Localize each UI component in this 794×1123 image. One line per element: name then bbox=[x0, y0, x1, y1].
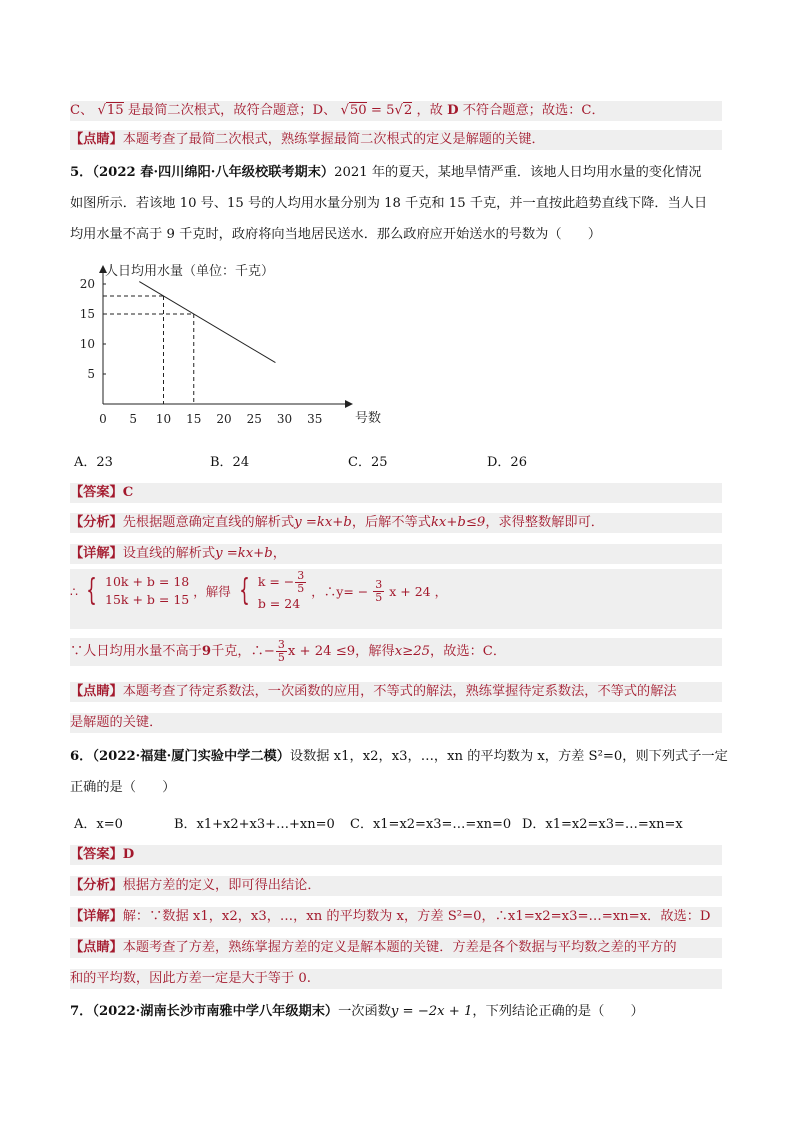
q6-line2: 正确的是（ ） bbox=[70, 780, 176, 795]
radicand: 50 bbox=[349, 103, 367, 118]
water-usage-chart bbox=[70, 263, 382, 433]
q5-analysis-line bbox=[70, 513, 722, 533]
numerator: 3 bbox=[297, 569, 305, 582]
chart-svg bbox=[70, 263, 382, 433]
text-segment: ，故选：C． bbox=[430, 644, 507, 659]
text-segment: ， bbox=[272, 546, 286, 561]
radicand: 15 bbox=[106, 103, 124, 118]
q5-option-d[interactable]: D．26 bbox=[487, 455, 527, 470]
text-segment: 不符合题意；故选：C． bbox=[462, 103, 605, 118]
numerator: 3 bbox=[277, 638, 285, 651]
x-tick-label: 35 bbox=[307, 412, 323, 426]
y-tick-label: 5 bbox=[87, 367, 95, 381]
q6-option-d[interactable]: D．x1=x2=x3=…=xn=x bbox=[522, 817, 683, 832]
question-number: 5． bbox=[70, 165, 93, 180]
solution-k: k = − bbox=[257, 574, 295, 589]
q5-line2: 如图所示．若该地 10 号、15 号的人均用水量分别为 18 千克和 15 千克，并一直按此趋势直线下降．当人日 bbox=[70, 196, 708, 211]
text-segment: 是最简二次根式，故符合题意；D、 bbox=[127, 103, 337, 118]
x-axis-title: 号数 bbox=[355, 411, 382, 426]
q5-comment-line1 bbox=[70, 682, 722, 702]
prev-solution-line bbox=[70, 101, 722, 121]
radicand: 2 bbox=[403, 103, 413, 118]
question-text: 2021 年的夏天，某地旱情严重．该地人日均用水量的变化情况 bbox=[334, 165, 702, 180]
x-tick-label: 20 bbox=[216, 412, 232, 426]
sqrt-50-expr: √50 = 5√2 bbox=[340, 103, 413, 118]
y-tick-label: 20 bbox=[79, 277, 95, 291]
q7-line1 bbox=[70, 1002, 722, 1022]
equation: y =kx+b bbox=[294, 515, 352, 530]
solution-b: b = 24 bbox=[257, 596, 301, 611]
equation: kx+b≤9 bbox=[430, 515, 486, 530]
q6-option-b[interactable]: B．x1+x2+x3+…+xn=0 bbox=[174, 817, 335, 832]
denominator: 5 bbox=[277, 651, 285, 664]
x-tick-label: 25 bbox=[246, 412, 262, 426]
analysis-text: 根据方差的定义，即可得出结论． bbox=[122, 878, 321, 893]
answer-tag: 【答案】 bbox=[70, 485, 123, 500]
x-tick-label: 15 bbox=[186, 412, 202, 426]
q5-detail-line bbox=[70, 544, 722, 564]
numerator: 3 bbox=[375, 577, 383, 591]
q6-analysis-line bbox=[70, 876, 722, 896]
question-number: 7． bbox=[70, 1004, 93, 1019]
q5-line1 bbox=[70, 163, 722, 183]
question-source: （2022 春·四川绵阳·八年级校联考期末） bbox=[92, 165, 335, 180]
equation: y =kx+b bbox=[215, 546, 273, 561]
question-source: （2022·湖南长沙市南雅中学八年级期末） bbox=[92, 1004, 339, 1019]
text-segment: 9 bbox=[201, 644, 212, 659]
text-segment: 千克，∴− bbox=[211, 644, 275, 659]
detail-text: 解：∵数据 x1，x2，x3，…，xn 的平均数为 x，方差 S²=0，∴x1=x2=x3=…=xn=x．故选：D bbox=[122, 909, 711, 924]
prev-comment-line bbox=[70, 130, 722, 150]
sqrt-15: √15 bbox=[97, 103, 124, 118]
text-segment: x + 24 ， bbox=[389, 584, 448, 599]
text-segment: ，下列结论正确的是（ ） bbox=[472, 1004, 644, 1019]
y-tick-label: 10 bbox=[79, 337, 95, 351]
q6-comment-line2: 和的平均数，因此方差一定是大于等于 0. bbox=[70, 969, 722, 989]
equation: x≥25 bbox=[394, 644, 431, 659]
left-brace: { bbox=[239, 573, 250, 608]
q6-option-a[interactable]: A．x=0 bbox=[74, 817, 123, 832]
comment-tag: 【点睛】 bbox=[70, 684, 123, 699]
denominator: 5 bbox=[297, 582, 305, 595]
answer-value: C bbox=[122, 485, 134, 500]
denominator: 5 bbox=[375, 590, 383, 604]
fraction bbox=[295, 570, 306, 595]
text-segment: ，后解不等式 bbox=[351, 515, 431, 530]
q6-line1 bbox=[70, 747, 728, 767]
comment-text: 本题考查了待定系数法，一次函数的应用，不等式的解法，熟练掌握待定系数法，不等式的解法 bbox=[122, 684, 677, 699]
question-source: （2022·福建·厦门实验中学二模） bbox=[92, 749, 290, 764]
text-segment: ，∴y= − bbox=[311, 584, 369, 599]
detail-tag: 【详解】 bbox=[70, 909, 123, 924]
system-row-1: 10k + b = 18 bbox=[105, 574, 190, 589]
x-tick-label: 0 bbox=[99, 412, 107, 426]
q5-option-a[interactable]: A．23 bbox=[74, 455, 113, 470]
x-tick-label: 10 bbox=[155, 412, 172, 426]
answer-value: D bbox=[122, 847, 135, 862]
comment-text: 本题考查了方差，熟练掌握方差的定义是解本题的关键．方差是各个数据与平均数之差的平方的 bbox=[122, 940, 677, 955]
q6-comment-line1 bbox=[70, 938, 722, 958]
q5-equation-system bbox=[70, 569, 722, 629]
comment-tag: 【点睛】 bbox=[70, 940, 123, 955]
q5-line3: 均用水量不高于 9 千克时，政府将向当地居民送水．那么政府应开始送水的号数为（ ） bbox=[70, 227, 602, 242]
q6-option-c[interactable]: C．x1=x2=x3=…=xn=0 bbox=[350, 817, 512, 832]
system-lines bbox=[105, 573, 189, 609]
x-tick-label: 5 bbox=[129, 412, 138, 426]
text-segment: ，故 bbox=[416, 103, 443, 118]
text-segment: 先根据题意确定直线的解析式 bbox=[122, 515, 295, 530]
fraction bbox=[276, 639, 287, 664]
y-axis-title: 人日均用水量（单位：千克） bbox=[105, 264, 275, 279]
q5-because-line bbox=[70, 638, 722, 666]
y-tick-label: 15 bbox=[79, 307, 95, 321]
analysis-tag: 【分析】 bbox=[70, 515, 123, 530]
text-segment: C、 bbox=[70, 103, 94, 118]
equation: y = −2x + 1 bbox=[390, 1004, 473, 1019]
trend-line bbox=[139, 282, 275, 363]
text-segment: 设直线的解析式 bbox=[122, 546, 216, 561]
answer-tag: 【答案】 bbox=[70, 847, 123, 862]
text-segment: D bbox=[447, 103, 459, 118]
x-tick-label: 30 bbox=[276, 412, 293, 426]
comment-tag: 【点睛】 bbox=[70, 132, 123, 147]
text-segment: x + 24 ≤9，解得 bbox=[287, 644, 395, 659]
therefore-symbol: ∴ bbox=[70, 583, 78, 599]
q6-detail-line bbox=[70, 907, 722, 927]
q5-option-b[interactable]: B．24 bbox=[210, 455, 250, 470]
question-number: 6． bbox=[70, 749, 93, 764]
system-row-2: 15k + b = 15 bbox=[105, 592, 190, 607]
question-text: 设数据 x1，x2，x3，…，xn 的平均数为 x，方差 S²=0，则下列式子一定 bbox=[289, 749, 728, 764]
text-segment: ∵人日均用水量不高于 bbox=[70, 644, 202, 659]
x-axis-arrow bbox=[345, 400, 353, 408]
analysis-tag: 【分析】 bbox=[70, 878, 123, 893]
detail-tag: 【详解】 bbox=[70, 546, 123, 561]
text-segment: ，求得整数解即可． bbox=[485, 515, 604, 530]
comment-text: 本题考查了最简二次根式，熟练掌握最简二次根式的定义是解题的关键． bbox=[122, 132, 545, 147]
text-segment: ，解得 bbox=[193, 584, 231, 599]
solution-lines bbox=[258, 569, 307, 613]
q6-answer-line bbox=[70, 845, 722, 865]
fraction bbox=[373, 579, 384, 604]
q5-answer-line bbox=[70, 483, 722, 503]
text-segment: = 5 bbox=[366, 103, 395, 118]
q5-option-c[interactable]: C．25 bbox=[348, 455, 388, 470]
text-segment: 一次函数 bbox=[338, 1004, 391, 1019]
left-brace: { bbox=[86, 573, 97, 608]
q5-comment-line2: 是解题的关键． bbox=[70, 713, 722, 733]
